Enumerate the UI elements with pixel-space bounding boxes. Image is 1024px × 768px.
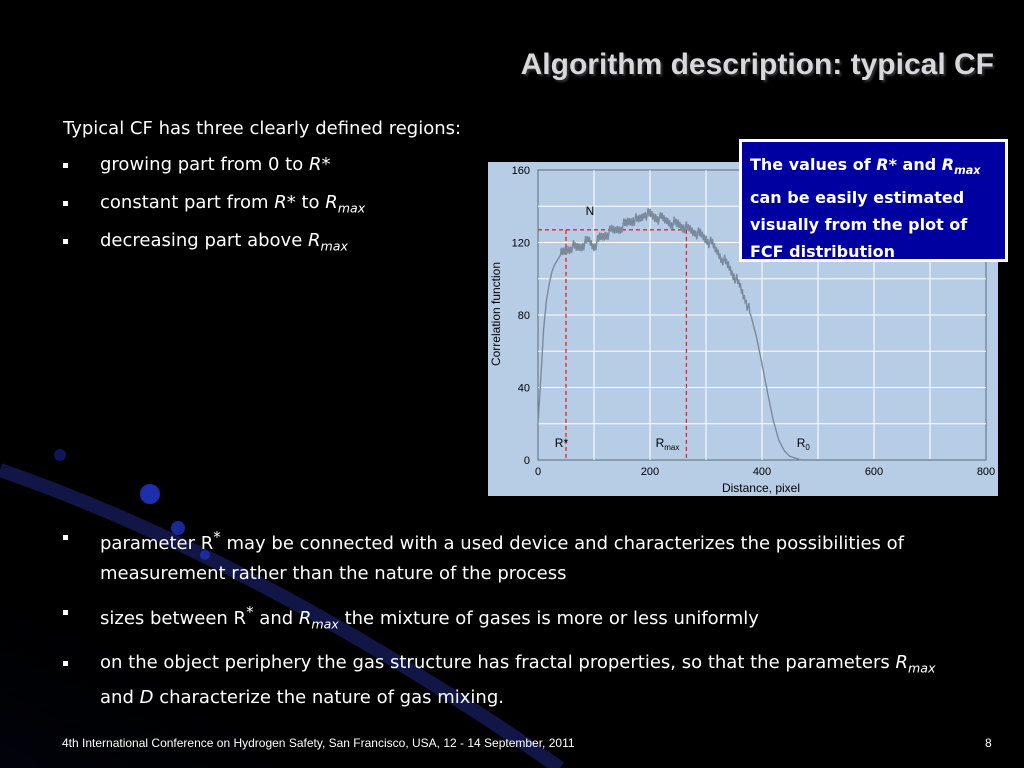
y-tick-label: 120	[511, 237, 530, 250]
slide-title: Algorithm description: typical CF	[520, 48, 994, 81]
footer-text: 4th International Conference on Hydrogen Safety, San Francisco, USA, 12 - 14 September, 2011	[62, 736, 575, 750]
x-tick-label: 600	[864, 466, 884, 478]
y-tick-label: 0	[523, 455, 530, 467]
x-tick-label: 400	[752, 466, 772, 478]
bullet-fractal-periphery: on the object periphery the gas structure has fractal properties, so that the parameters $R_{max}$ and D characterize the nature of gas mixing.	[60, 648, 960, 714]
region-list	[60, 150, 365, 264]
bullet-uniform-mixture: sizes between R* and $R_{max}$ the mixture of gases is more or less uniformly	[60, 597, 960, 640]
annotation-label: N	[585, 203, 595, 218]
discussion-list	[60, 522, 960, 721]
x-tick-label: 200	[640, 466, 660, 478]
x-axis-label: Distance, pixel	[721, 481, 801, 495]
estimate-callout: The values of R* and $R_{max}$ can be easily estimated visually from the plot of FCF distribution	[739, 139, 1008, 262]
x-tick-label: 800	[976, 466, 996, 478]
estimate-markers	[538, 230, 686, 460]
y-tick-label: 80	[517, 310, 530, 322]
annotation-label: R*	[554, 435, 569, 450]
page-number: 8	[985, 736, 992, 750]
y-axis-label: Correlation function	[489, 261, 503, 367]
intro-text: Typical CF has three clearly defined regions:	[63, 118, 462, 139]
y-tick-label: 40	[517, 382, 530, 395]
x-tick-label: 0	[534, 466, 542, 478]
bullet-constant: constant part from R* to $R_{max}$	[60, 188, 365, 226]
annotation-label: $R_{max}$	[655, 435, 680, 452]
bullet-growing: growing part from 0 to R*	[60, 150, 365, 188]
annotation-label: $R_0$	[796, 435, 810, 452]
bullet-decreasing: decreasing part above $R_{max}$	[60, 226, 365, 264]
bullet-parameter-rstar: parameter R* may be connected with a used device and characterizes the possibilities of measurement rather than the nature of the process	[60, 522, 960, 589]
y-tick-label: 160	[511, 165, 530, 177]
